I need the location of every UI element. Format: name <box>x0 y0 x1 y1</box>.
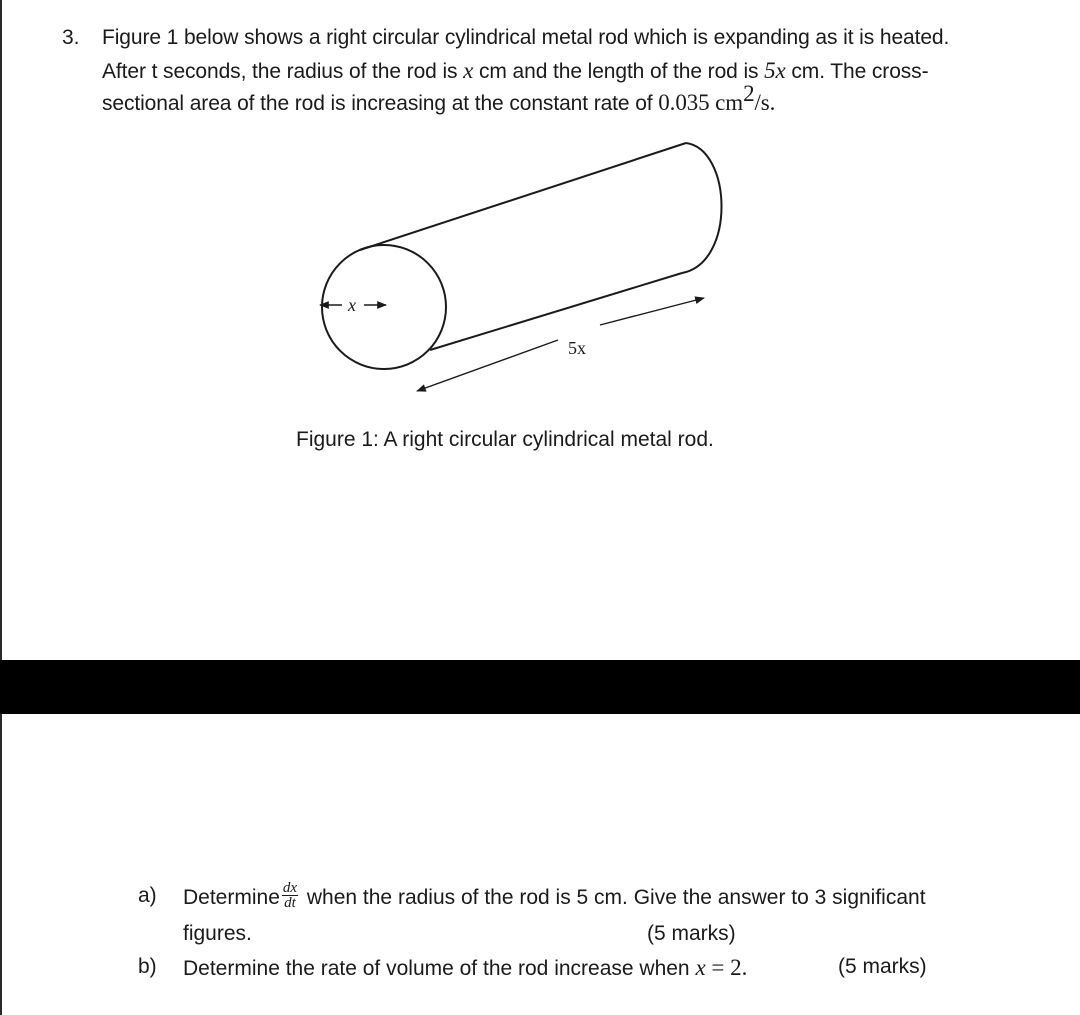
cylinder-far-end-arc <box>682 143 722 273</box>
dx-dt-fraction <box>282 881 298 910</box>
length-arrow-right <box>600 298 704 325</box>
length-label: 5x <box>568 338 586 358</box>
part-a-marks: (5 marks) <box>647 922 736 945</box>
part-b-label: b) <box>138 955 157 978</box>
cylinder-bottom-edge <box>430 273 682 350</box>
part-b-text <box>183 955 747 981</box>
redaction-bar <box>0 660 1080 714</box>
part-a-label: a) <box>138 884 157 907</box>
part-a-line-1 <box>183 880 926 913</box>
cylinder-figure <box>300 135 760 415</box>
variable-x: x <box>463 58 474 83</box>
question-line-2 <box>102 58 928 84</box>
rate-value: 0.035 cm <box>658 90 744 115</box>
part-b-marks: (5 marks) <box>838 955 927 978</box>
part-b-text-a: Determine the rate of volume of the rod increase when <box>183 957 696 980</box>
rate-exponent: 2 <box>743 81 755 106</box>
figure-caption: Figure 1: A right circular cylindrical metal rod. <box>296 428 714 451</box>
part-a-line-2: figures. <box>183 922 252 945</box>
question-line-2-part-b: cm and the length of the rod is <box>473 60 765 83</box>
part-a-text-after: when the radius of the rod is 5 cm. Give the answer to 3 significant <box>301 886 926 910</box>
question-line-3 <box>102 81 776 116</box>
question-number: 3. <box>62 26 80 49</box>
fraction-denominator: dt <box>284 895 296 911</box>
rate-unit: /s. <box>754 90 776 115</box>
page-left-border <box>0 0 2 660</box>
page-left-border-lower <box>0 714 2 1015</box>
cylinder-end-circle <box>322 245 446 369</box>
cylinder-top-edge <box>360 143 686 250</box>
question-line-3-text: sectional area of the rod is increasing at the constant rate of <box>102 92 659 115</box>
question-line-1 <box>102 26 949 50</box>
radius-label: x <box>348 295 356 315</box>
part-b-equals: = 2. <box>705 955 748 980</box>
part-b-variable-x: x <box>695 955 706 980</box>
question-line-1-text: Figure 1 below shows a right circular cylindrical metal rod which is expanding as it is heated. <box>102 26 950 49</box>
part-a-text-before: Determine <box>183 886 280 910</box>
fraction-numerator: dx <box>282 880 298 896</box>
question-line-2-part-c: cm. The cross- <box>785 60 929 83</box>
variable-5x: 5x <box>764 58 786 83</box>
question-line-2-part-a: After t seconds, the radius of the rod is <box>102 60 464 83</box>
